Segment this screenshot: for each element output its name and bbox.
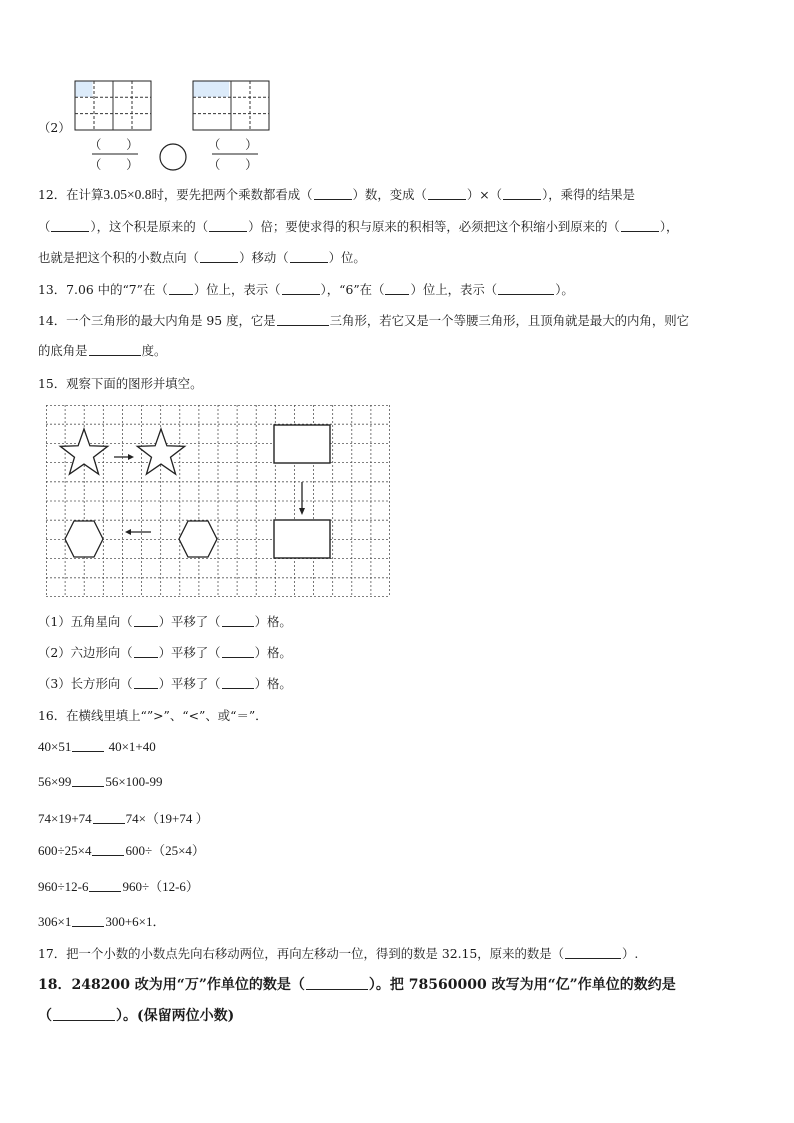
q12-text: （ bbox=[38, 219, 51, 234]
q16-left-expr: 306×1 bbox=[38, 914, 72, 929]
q12-text: 也就是把这个积的小数点向（ bbox=[38, 250, 200, 265]
q15-text: （1）五角星向（ bbox=[38, 614, 133, 629]
q16-right-expr: 74×（19+74 ） bbox=[125, 811, 209, 826]
q16-compare-blank-1[interactable] bbox=[72, 740, 104, 752]
q12-text: ），乘得的结果是 bbox=[542, 187, 635, 202]
q15-text: ）平移了（ bbox=[158, 645, 221, 660]
q11-frac-left-numerator: （ ） bbox=[89, 137, 139, 152]
q18-text: （ bbox=[38, 1008, 52, 1024]
q18-text: ）。(保留两位小数) bbox=[116, 1008, 235, 1024]
q16-compare-blank-5[interactable] bbox=[89, 880, 121, 892]
q12-blank-4[interactable] bbox=[51, 220, 89, 232]
hexagon-shape-moved bbox=[65, 521, 103, 557]
q16-row-6 bbox=[38, 914, 166, 930]
q18-text: 18．248200 改为用“万”作单位的数是（ bbox=[38, 977, 305, 993]
q15-text: ）格。 bbox=[254, 645, 292, 660]
q15-text: ）平移了（ bbox=[158, 676, 221, 691]
q14-blank-1[interactable] bbox=[277, 314, 329, 326]
q13-blank-1[interactable] bbox=[169, 283, 193, 295]
q12-text: ）移动（ bbox=[239, 250, 289, 265]
q11-frac-left-bar bbox=[92, 153, 138, 155]
q12-blank-2[interactable] bbox=[428, 188, 466, 200]
q13-blank-4[interactable] bbox=[498, 283, 554, 295]
q12-line-2 bbox=[38, 219, 678, 235]
q12-text: ）倍；要使求得的积与原来的积相等，必须把这个积缩小到原来的（ bbox=[248, 219, 620, 234]
q15-translation-grid bbox=[46, 405, 390, 597]
q15-text: ）平移了（ bbox=[158, 614, 221, 629]
q16-left-expr: 960÷12-6 bbox=[38, 879, 89, 894]
q13-text: ）位上，表示（ bbox=[193, 282, 281, 297]
q12-text: ），这个积是原来的（ bbox=[90, 219, 209, 234]
q11-rect-figure-right bbox=[192, 80, 270, 132]
q16-right-expr: 56×100-99 bbox=[105, 774, 163, 789]
rectangle-shape-original bbox=[274, 425, 330, 463]
q12-blank-6[interactable] bbox=[621, 220, 659, 232]
q15-count-blank-3[interactable] bbox=[222, 677, 254, 689]
q13-text: ），“6”在（ bbox=[320, 282, 385, 297]
q15-direction-blank-1[interactable] bbox=[134, 615, 158, 627]
q16-right-expr: 960÷（12-6） bbox=[122, 879, 199, 894]
q11-frac-right-numerator: （ ） bbox=[208, 137, 258, 152]
q11-frac-left-denominator: （ ） bbox=[89, 157, 139, 172]
rectangle-shape-moved bbox=[274, 520, 330, 558]
q13-blank-2[interactable] bbox=[282, 283, 320, 295]
q18-line-2 bbox=[38, 1008, 234, 1024]
q17-line bbox=[38, 946, 638, 962]
q12-blank-1[interactable] bbox=[314, 188, 352, 200]
q16-title: 16．在横线里填上“”>”、“<”、或“＝”． bbox=[38, 708, 268, 723]
q16-right-expr: 40×1+40 bbox=[108, 739, 156, 754]
q18-line-1 bbox=[38, 977, 676, 993]
q16-compare-blank-4[interactable] bbox=[92, 844, 124, 856]
q14-text: 三角形，若它又是一个等腰三角形，且顶角就是最大的内角，则它 bbox=[329, 313, 689, 328]
q16-compare-blank-6[interactable] bbox=[72, 915, 104, 927]
q11-frac-right-denominator: （ ） bbox=[208, 157, 258, 172]
q15-sub-3 bbox=[38, 676, 292, 692]
q12-line-1 bbox=[38, 187, 635, 203]
q15-text: ）格。 bbox=[254, 676, 292, 691]
q13-text: 13．7.06 中的“7”在（ bbox=[38, 282, 168, 297]
q15-direction-blank-3[interactable] bbox=[134, 677, 158, 689]
q16-left-expr: 74×19+74 bbox=[38, 811, 92, 826]
q17-blank[interactable] bbox=[565, 947, 621, 959]
q14-text: 度。 bbox=[141, 343, 167, 358]
q12-text: ）， bbox=[659, 219, 679, 234]
q15-count-blank-2[interactable] bbox=[222, 646, 254, 658]
q12-line-3 bbox=[38, 250, 366, 266]
q14-line-1 bbox=[38, 313, 689, 329]
hexagon-shape-original bbox=[179, 521, 217, 557]
q15-direction-blank-2[interactable] bbox=[134, 646, 158, 658]
q11-compare-circle[interactable] bbox=[158, 142, 188, 172]
q16-row-1 bbox=[38, 739, 156, 755]
q18-text: ）。把 78560000 改写为用“亿”作单位的数约是 bbox=[368, 977, 676, 993]
q14-blank-2[interactable] bbox=[89, 344, 141, 356]
q15-sub-1 bbox=[38, 614, 292, 630]
q12-blank-8[interactable] bbox=[290, 251, 328, 263]
q12-text: ）数，变成（ bbox=[352, 187, 427, 202]
q12-text: 时，要先把两个乘数都看成（ bbox=[151, 187, 313, 202]
q11-rect-figure-left bbox=[74, 80, 152, 132]
q11-frac-right-bar bbox=[212, 153, 258, 155]
q13-text: ）位上，表示（ bbox=[410, 282, 498, 297]
star-shape-moved bbox=[137, 429, 184, 474]
q15-text: （2）六边形向（ bbox=[38, 645, 133, 660]
q12-text: 12．在计算 bbox=[38, 187, 104, 202]
q13-line bbox=[38, 282, 574, 298]
q12-blank-5[interactable] bbox=[209, 220, 247, 232]
q12-text: ）×（ bbox=[466, 187, 503, 202]
q18-blank-1[interactable] bbox=[306, 978, 368, 990]
q15-text: （3）长方形向（ bbox=[38, 676, 133, 691]
q16-row-4 bbox=[38, 843, 205, 859]
q15-sub-2 bbox=[38, 645, 292, 661]
q15-title: 15．观察下面的图形并填空。 bbox=[38, 376, 203, 391]
q16-row-3 bbox=[38, 811, 209, 827]
q18-blank-2[interactable] bbox=[53, 1009, 115, 1021]
q12-blank-7[interactable] bbox=[200, 251, 238, 263]
q16-left-expr: 40×51 bbox=[38, 739, 72, 754]
q16-right-expr: 600÷（25×4） bbox=[125, 843, 205, 858]
q16-row-2 bbox=[38, 774, 163, 790]
q13-blank-3[interactable] bbox=[385, 283, 409, 295]
q16-row-5 bbox=[38, 879, 199, 895]
q16-compare-blank-2[interactable] bbox=[72, 775, 104, 787]
q13-text: ）。 bbox=[555, 282, 574, 297]
q16-left-expr: 56×99 bbox=[38, 774, 72, 789]
q16-left-expr: 600÷25×4 bbox=[38, 843, 92, 858]
q16-compare-blank-3[interactable] bbox=[93, 812, 125, 824]
star-shape-original bbox=[60, 429, 107, 474]
q15-count-blank-1[interactable] bbox=[222, 615, 254, 627]
q12-expression: 3.05×0.8 bbox=[103, 187, 152, 202]
q16-right-expr: 300+6×1． bbox=[105, 914, 166, 929]
q14-text: 的底角是 bbox=[38, 343, 88, 358]
q14-text: 14．一个三角形的最大内角是 95 度，它是 bbox=[38, 313, 276, 328]
q11-part-label: （2） bbox=[38, 120, 71, 135]
q14-line-2 bbox=[38, 343, 166, 359]
q12-text: ）位。 bbox=[328, 250, 366, 265]
q15-text: ）格。 bbox=[254, 614, 292, 629]
q17-text: ）. bbox=[622, 946, 639, 961]
q12-blank-3[interactable] bbox=[503, 188, 541, 200]
q17-text: 17．把一个小数的小数点先向右移动两位，再向左移动一位，得到的数是 32.15，原来的数是（ bbox=[38, 946, 565, 961]
